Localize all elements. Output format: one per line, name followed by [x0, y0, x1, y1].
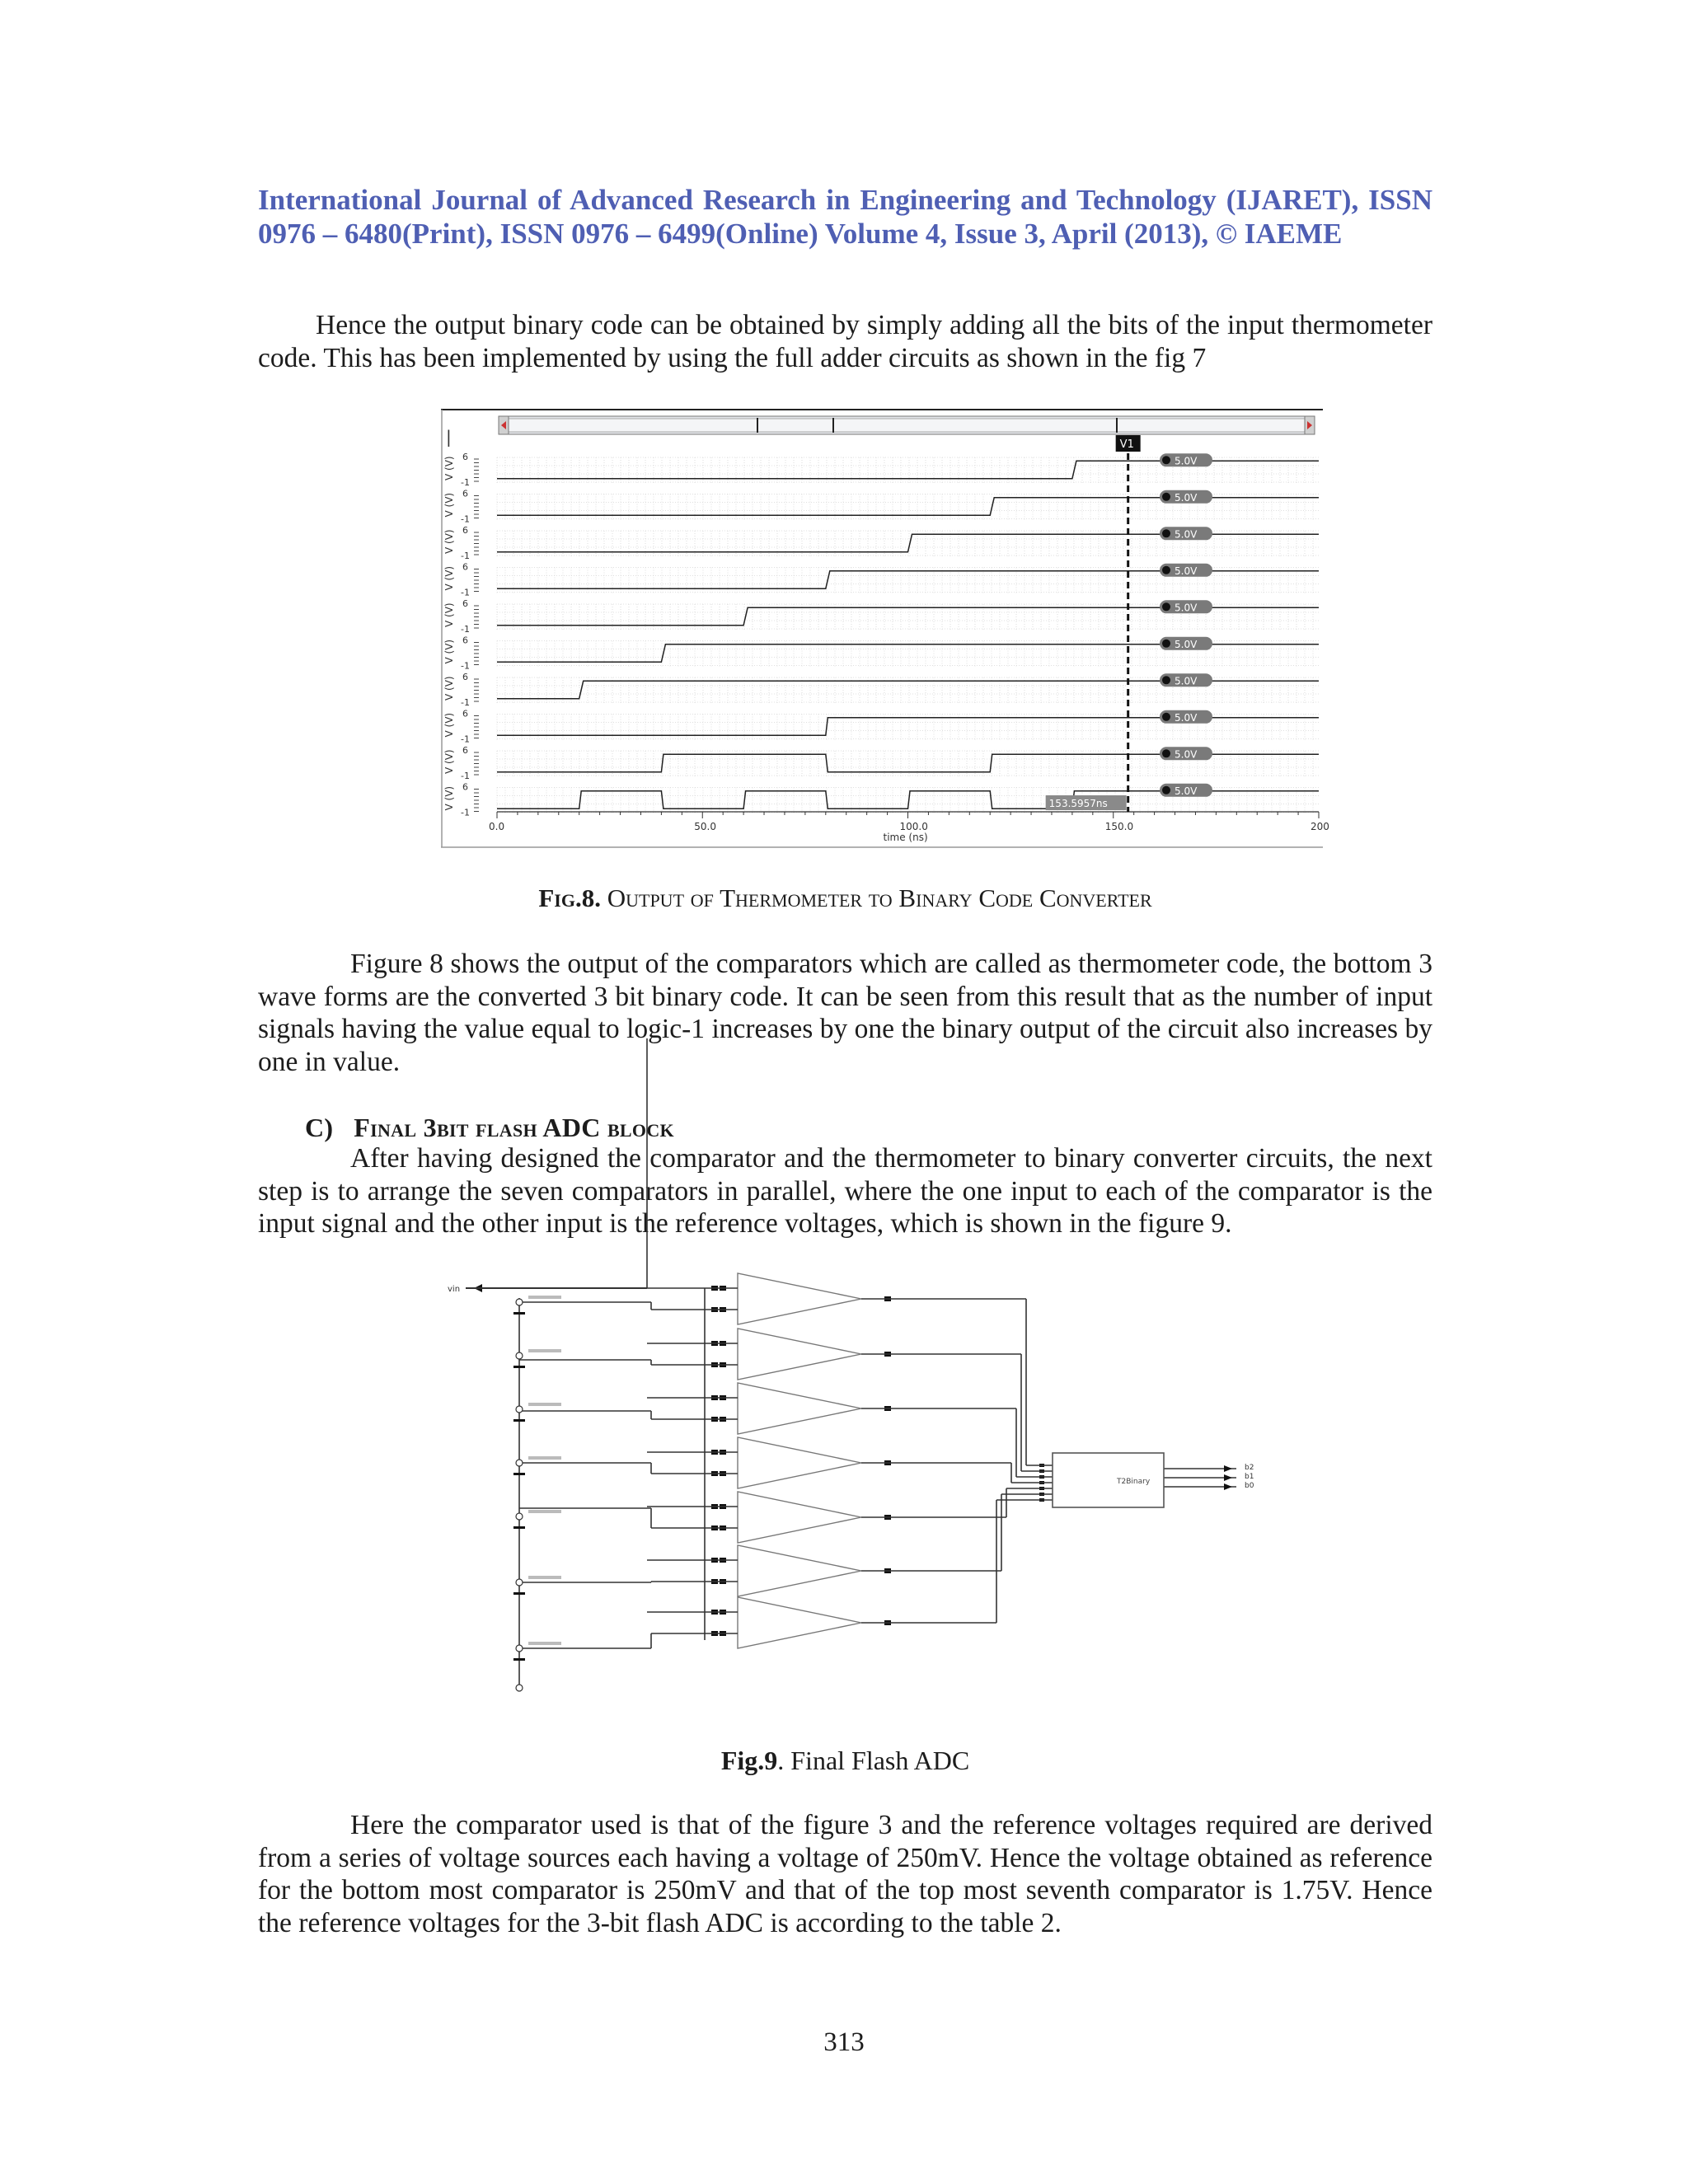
paragraph-1: Hence the output binary code can be obtained by simply adding all the bits of the input thermometer code. This has been implemented by using the full adder circuits as shown in the fig 7 — [258, 310, 1432, 373]
y-unit-label: V (V) — [443, 456, 455, 480]
fig8-caption-text: Output of Thermometer to Binary Code Converter — [607, 883, 1152, 912]
fig9-caption-text: . Final Flash ADC — [777, 1746, 970, 1775]
cursor-readout — [1046, 795, 1127, 810]
value-tag — [1160, 784, 1212, 797]
y-tick-bottom: -1 — [461, 697, 470, 708]
y-tick-bottom: -1 — [461, 477, 470, 488]
y-tick-bottom: -1 — [461, 551, 470, 561]
paragraph-2: Figure 8 shows the output of the comparators which are called as thermometer code, the bottom 3 wave forms are the converted 3 bit binary code. It can be seen from this result that as the number of input signals having the value equal to logic-1 increases by one the binary output of the circuit also increases by one in value. — [258, 949, 1432, 1077]
svg-text:5.0V: 5.0V — [1175, 565, 1198, 577]
x-axis-label: time (ns) — [883, 832, 928, 843]
output-b1-label: b1 — [1245, 1473, 1254, 1481]
y-unit-label: V (V) — [443, 785, 455, 811]
svg-text:V1: V1 — [1119, 438, 1134, 451]
y-tick-top: 6 — [462, 488, 468, 499]
svg-text:5.0V: 5.0V — [1175, 748, 1198, 761]
value-tag — [1160, 600, 1212, 613]
section-c-title: Final 3bit flash ADC block — [354, 1113, 674, 1142]
fig9-flash-adc-schematic — [441, 1253, 1282, 1698]
section-c-label: C) — [305, 1113, 334, 1142]
svg-text:5.0V: 5.0V — [1175, 602, 1198, 614]
header-line-2: 0976 – 6480(Print), ISSN 0976 – 6499(Online) Volume 4, Issue 3, April (2013), © IAEME — [258, 218, 1343, 250]
journal-header — [258, 183, 1432, 251]
svg-text:5.0V: 5.0V — [1175, 455, 1198, 467]
y-unit-label: V (V) — [443, 676, 455, 701]
value-tag — [1160, 453, 1212, 466]
y-tick-top: 6 — [462, 745, 468, 756]
y-tick-top: 6 — [462, 708, 468, 719]
fig8-caption — [258, 883, 1432, 913]
fig8-caption-label: Fig.8. — [538, 883, 601, 912]
value-tag — [1160, 747, 1212, 760]
paragraph-3: After having designed the comparator and the thermometer to binary converter circuits, the next step is to arrange the seven comparators in parallel, where the one input to each of the comparator is the input signal and the other input is the reference voltages, which is shown in the figure 9. — [258, 1143, 1432, 1239]
y-tick-top: 6 — [462, 525, 468, 536]
y-unit-label: V (V) — [443, 712, 455, 738]
value-tag — [1160, 564, 1212, 577]
value-tag — [1160, 527, 1212, 540]
output-b0-label: b0 — [1245, 1482, 1254, 1490]
y-tick-bottom: -1 — [461, 513, 470, 525]
section-c-heading — [305, 1113, 674, 1143]
vin-label: vin — [448, 1285, 461, 1294]
x-tick-label: 0.0 — [489, 821, 505, 832]
output-b2-label: b2 — [1245, 1464, 1254, 1472]
y-unit-label: V (V) — [443, 639, 455, 664]
x-tick-label: 200 — [1311, 821, 1329, 832]
x-tick-label: 150.0 — [1104, 821, 1134, 832]
ground-icon — [516, 1685, 523, 1691]
y-tick-top: 6 — [462, 781, 468, 793]
t2binary-block — [1053, 1453, 1164, 1507]
fig8-waveform-plot — [441, 408, 1329, 849]
svg-text:5.0V: 5.0V — [1175, 491, 1198, 504]
y-tick-top: 6 — [462, 635, 468, 646]
svg-text:153.5957ns: 153.5957ns — [1048, 798, 1108, 809]
y-unit-label: V (V) — [443, 602, 455, 627]
y-tick-top: 6 — [462, 561, 468, 573]
cursor-marker-v1[interactable] — [1116, 435, 1141, 452]
svg-text:5.0V: 5.0V — [1175, 528, 1198, 541]
y-tick-bottom: -1 — [461, 660, 470, 672]
value-tag — [1160, 710, 1212, 724]
svg-text:|: | — [446, 427, 452, 447]
y-tick-bottom: -1 — [461, 807, 470, 818]
svg-text:5.0V: 5.0V — [1175, 675, 1198, 687]
svg-text:5.0V: 5.0V — [1175, 638, 1198, 650]
y-unit-label: V (V) — [443, 492, 455, 518]
timeline-scrollbar[interactable] — [499, 416, 1315, 434]
y-tick-top: 6 — [462, 672, 468, 682]
y-tick-bottom: -1 — [461, 624, 470, 635]
x-tick-label: 50.0 — [694, 821, 716, 832]
header-line-1: International Journal of Advanced Research in Engineering and Technology (IJARET), ISSN — [258, 184, 1432, 216]
y-unit-label: V (V) — [443, 749, 455, 774]
y-tick-bottom: -1 — [461, 733, 470, 745]
y-tick-top: 6 — [462, 598, 468, 609]
y-unit-label: V (V) — [443, 529, 455, 554]
svg-text:5.0V: 5.0V — [1175, 711, 1198, 724]
y-tick-bottom: -1 — [461, 587, 470, 598]
page-number: 313 — [823, 2027, 865, 2057]
y-tick-top: 6 — [462, 452, 468, 462]
value-tag — [1160, 490, 1212, 504]
paragraph-4: Here the comparator used is that of the figure 3 and the reference voltages required are derived from a series of voltage sources each having a voltage of 250mV. Hence the voltage obtained as reference for the bottom most comparator is 250mV and that of the top most seventh comparator is 1.75V. Hence the reference voltages for the 3-bit flash ADC is according to the table 2. — [258, 1810, 1432, 1938]
value-tag — [1160, 673, 1212, 687]
t2binary-label: T2Binary — [1117, 1478, 1151, 1486]
y-unit-label: V (V) — [443, 565, 455, 591]
y-tick-bottom: -1 — [461, 771, 470, 781]
svg-text:5.0V: 5.0V — [1175, 785, 1198, 797]
fig9-caption — [258, 1746, 1432, 1775]
x-tick-label: 100.0 — [899, 821, 928, 832]
fig9-caption-label: Fig.9 — [720, 1746, 778, 1775]
value-tag — [1160, 637, 1212, 650]
